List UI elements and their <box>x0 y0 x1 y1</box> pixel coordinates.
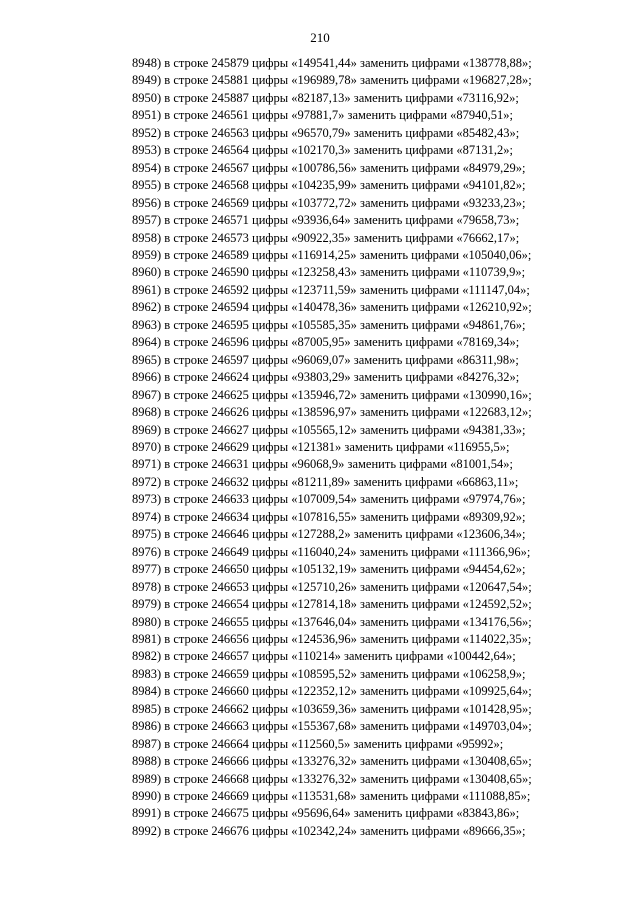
page-number: 210 <box>310 30 330 45</box>
list-item: 8955) в строке 246568 цифры «104235,99» заменить цифрами «94101,82»; <box>132 178 526 193</box>
list-item: 8986) в строке 246663 цифры «155367,68» заменить цифрами «149703,04»; <box>132 719 532 734</box>
list-item: 8970) в строке 246629 цифры «121381» заменить цифрами «116955,5»; <box>132 439 510 454</box>
list-item: 8958) в строке 246573 цифры «90922,35» заменить цифрами «76662,17»; <box>132 230 520 245</box>
list-item: 8992) в строке 246676 цифры «102342,24» заменить цифрами «89666,35»; <box>132 823 526 838</box>
list-item: 8975) в строке 246646 цифры «127288,2» заменить цифрами «123606,34»; <box>132 527 526 542</box>
list-item: 8983) в строке 246659 цифры «108595,52» заменить цифрами «106258,9»; <box>132 666 526 681</box>
list-item: 8985) в строке 246662 цифры «103659,36» заменить цифрами «101428,95»; <box>132 701 532 716</box>
list-item: 8982) в строке 246657 цифры «110214» заменить цифрами «100442,64»; <box>132 649 516 664</box>
list-item: 8984) в строке 246660 цифры «122352,12» заменить цифрами «109925,64»; <box>132 684 532 699</box>
list-item: 8964) в строке 246596 цифры «87005,95» заменить цифрами «78169,34»; <box>132 335 520 350</box>
list-item: 8979) в строке 246654 цифры «127814,18» заменить цифрами «124592,52»; <box>132 597 532 612</box>
list-item: 8949) в строке 245881 цифры «196989,78» заменить цифрами «196827,28»; <box>132 73 532 88</box>
list-item: 8951) в строке 246561 цифры «97881,7» заменить цифрами «87940,51»; <box>132 108 513 123</box>
list-item: 8987) в строке 246664 цифры «112560,5» заменить цифрами «95992»; <box>132 736 504 751</box>
list-item: 8956) в строке 246569 цифры «103772,72» заменить цифрами «93233,23»; <box>132 195 526 210</box>
list-item: 8953) в строке 246564 цифры «102170,3» заменить цифрами «87131,2»; <box>132 143 513 158</box>
list-item: 8959) в строке 246589 цифры «116914,25» заменить цифрами «105040,06»; <box>132 247 532 262</box>
list-item: 8981) в строке 246656 цифры «124536,96» заменить цифрами «114022,35»; <box>132 631 532 646</box>
list-item: 8969) в строке 246627 цифры «105565,12» заменить цифрами «94381,33»; <box>132 422 526 437</box>
list-item: 8978) в строке 246653 цифры «125710,26» заменить цифрами «120647,54»; <box>132 579 532 594</box>
list-item: 8990) в строке 246669 цифры «113531,68» заменить цифрами «111088,85»; <box>132 789 531 804</box>
list-item: 8973) в строке 246633 цифры «107009,54» заменить цифрами «97974,76»; <box>132 492 526 507</box>
list-item: 8968) в строке 246626 цифры «138596,97» заменить цифрами «122683,12»; <box>132 405 532 420</box>
list-item: 8957) в строке 246571 цифры «93936,64» заменить цифрами «79658,73»; <box>132 213 520 228</box>
list-item: 8976) в строке 246649 цифры «116040,24» заменить цифрами «111366,96»; <box>132 544 531 559</box>
list-item: 8991) в строке 246675 цифры «95696,64» заменить цифрами «83843,86»; <box>132 806 520 821</box>
list-item: 8980) в строке 246655 цифры «137646,04» заменить цифрами «134176,56»; <box>132 614 532 629</box>
list-item: 8965) в строке 246597 цифры «96069,07» заменить цифрами «86311,98»; <box>132 352 519 367</box>
list-item: 8961) в строке 246592 цифры «123711,59» заменить цифрами «111147,04»; <box>132 282 530 297</box>
list-item: 8972) в строке 246632 цифры «81211,89» заменить цифрами «66863,11»; <box>132 474 519 489</box>
list-item: 8962) в строке 246594 цифры «140478,36» заменить цифрами «126210,92»; <box>132 300 532 315</box>
list-item: 8974) в строке 246634 цифры «107816,55» заменить цифрами «89309,92»; <box>132 509 526 524</box>
list-item: 8977) в строке 246650 цифры «105132,19» заменить цифрами «94454,62»; <box>132 562 526 577</box>
list-item: 8960) в строке 246590 цифры «123258,43» заменить цифрами «110739,9»; <box>132 265 526 280</box>
list-item: 8971) в строке 246631 цифры «96068,9» заменить цифрами «81001,54»; <box>132 457 513 472</box>
list-item: 8966) в строке 246624 цифры «93803,29» заменить цифрами «84276,32»; <box>132 370 520 385</box>
list-item: 8954) в строке 246567 цифры «100786,56» заменить цифрами «84979,29»; <box>132 160 526 175</box>
amendment-list <box>132 55 602 840</box>
list-item: 8963) в строке 246595 цифры «105585,35» заменить цифрами «94861,76»; <box>132 317 526 332</box>
list-item: 8950) в строке 245887 цифры «82187,13» заменить цифрами «73116,92»; <box>132 90 519 105</box>
list-item: 8952) в строке 246563 цифры «96570,79» заменить цифрами «85482,43»; <box>132 125 520 140</box>
list-item: 8989) в строке 246668 цифры «133276,32» заменить цифрами «130408,65»; <box>132 771 532 786</box>
list-item: 8948) в строке 245879 цифры «149541,44» заменить цифрами «138778,88»; <box>132 56 532 70</box>
list-item: 8988) в строке 246666 цифры «133276,32» заменить цифрами «130408,65»; <box>132 754 532 769</box>
list-item: 8967) в строке 246625 цифры «135946,72» заменить цифрами «130990,16»; <box>132 387 532 402</box>
